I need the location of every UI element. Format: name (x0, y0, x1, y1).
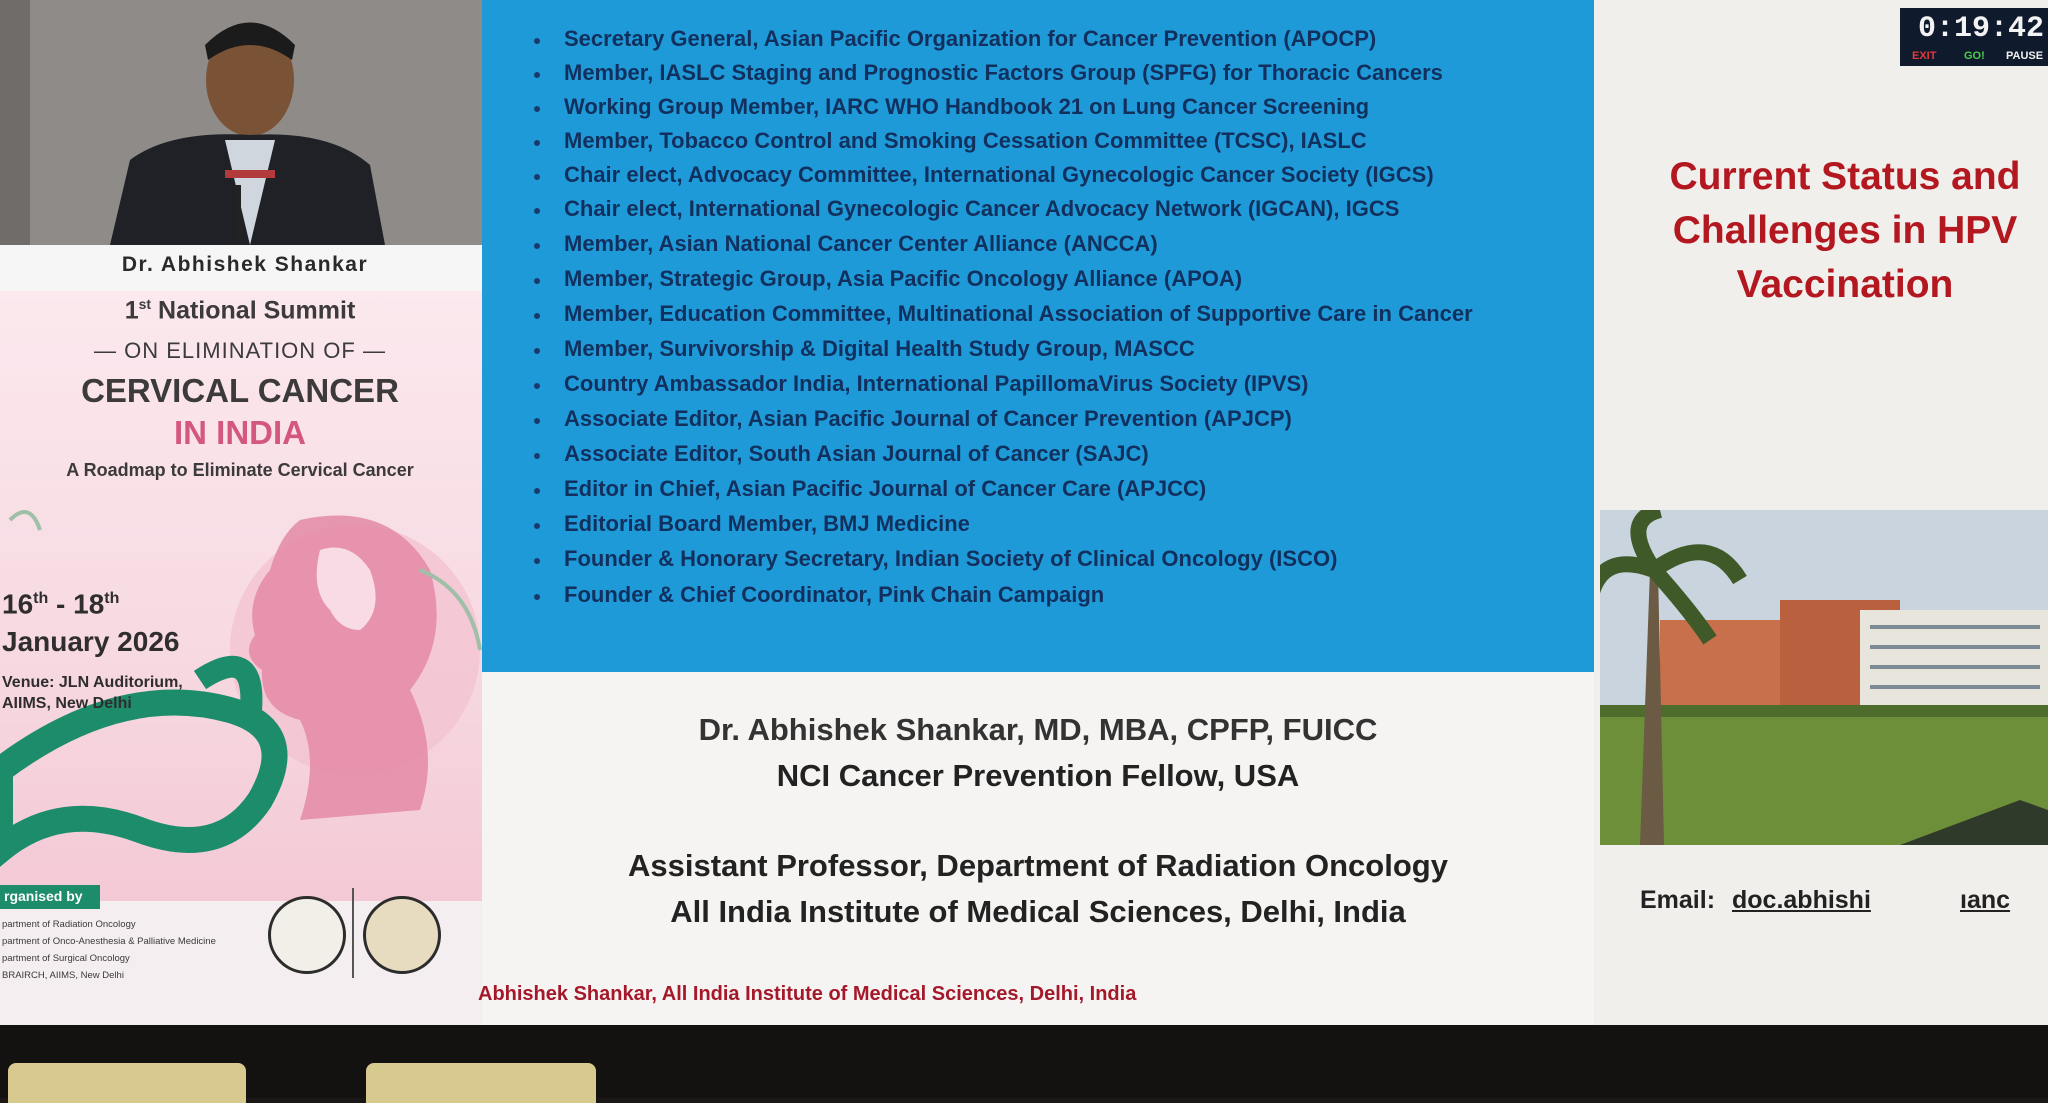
roadmap-tagline: A Roadmap to Eliminate Cervical Cancer (66, 460, 414, 480)
timer-go-button[interactable]: GO! (1964, 50, 1985, 62)
speaker-degrees: Dr. Abhishek Shankar, MD, MBA, CPFP, FUICC (698, 712, 1378, 747)
event-venue: Venue: JLN Auditorium, AIIMS, New Delhi (2, 674, 183, 712)
bullet-icon (534, 383, 540, 389)
countdown-timer (1900, 8, 2048, 66)
bullet-icon (534, 72, 540, 78)
bullet-icon (534, 313, 540, 319)
bullet-icon (534, 38, 540, 44)
society-logo (363, 896, 441, 974)
campus-building-image (1600, 510, 2048, 845)
stage-floor (0, 1025, 2048, 1098)
bullet-icon (534, 278, 540, 284)
in-india-heading: IN INDIA (174, 414, 306, 451)
aiims-logo (268, 896, 346, 974)
bullet-icon (534, 106, 540, 112)
timer-pause-button[interactable]: PAUSE (2006, 50, 2044, 62)
timer-exit-button[interactable]: EXIT (1912, 50, 1937, 62)
email-link[interactable]: doc.abhishi (1732, 886, 1871, 914)
logo-divider (352, 888, 354, 978)
organised-by-badge: rganised by (0, 885, 100, 909)
slide-footer: Abhishek Shankar, All India Institute of Medical Sciences, Delhi, India (478, 983, 1137, 1005)
bullet-icon (534, 174, 540, 180)
bullet-icon (534, 523, 540, 529)
bullet-icon (534, 418, 540, 424)
email-link-tail[interactable]: ıanc (1960, 886, 2011, 914)
speaker-figure (0, 0, 490, 245)
speaker-position: Assistant Professor, Department of Radiation Oncology (628, 848, 1448, 883)
bullet-icon (534, 488, 540, 494)
speaker-institute: All India Institute of Medical Sciences, Delhi, India (670, 894, 1406, 929)
speaker-name-label: Dr. Abhishek Shankar (121, 253, 369, 276)
event-dates: 16th - 18th January 2026 (2, 588, 180, 658)
organiser-list: partment of Radiation Oncology partment of Onco-Anesthesia & Palliative Medicine partment of Surgical Oncology BRAIRCH, AIIMS, New Delhi (2, 919, 216, 981)
bullet-icon (534, 243, 540, 249)
bullet-icon (534, 208, 540, 214)
talk-title: Current Status and Challenges in HPV Vaccination (1669, 155, 2021, 306)
email-label: Email: (1640, 886, 1716, 914)
bullet-icon (534, 140, 540, 146)
audience-chair (366, 1063, 596, 1103)
bullet-icon (534, 453, 540, 459)
timer-value: 0:19:42 (1917, 12, 2044, 46)
summit-subtitle: — ON ELIMINATION OF — (94, 338, 386, 363)
cervical-cancer-heading: CERVICAL CANCER (81, 372, 399, 409)
audience-chair (8, 1063, 246, 1103)
bullet-icon (534, 348, 540, 354)
speaker-fellowship: NCI Cancer Prevention Fellow, USA (776, 758, 1300, 793)
bullet-icon (534, 594, 540, 600)
summit-title: 1st National Summit (124, 296, 356, 325)
campus-photo (1600, 510, 2048, 845)
bullet-icon (534, 558, 540, 564)
speaker-name-strip (0, 245, 490, 291)
speaker-video (0, 0, 490, 245)
